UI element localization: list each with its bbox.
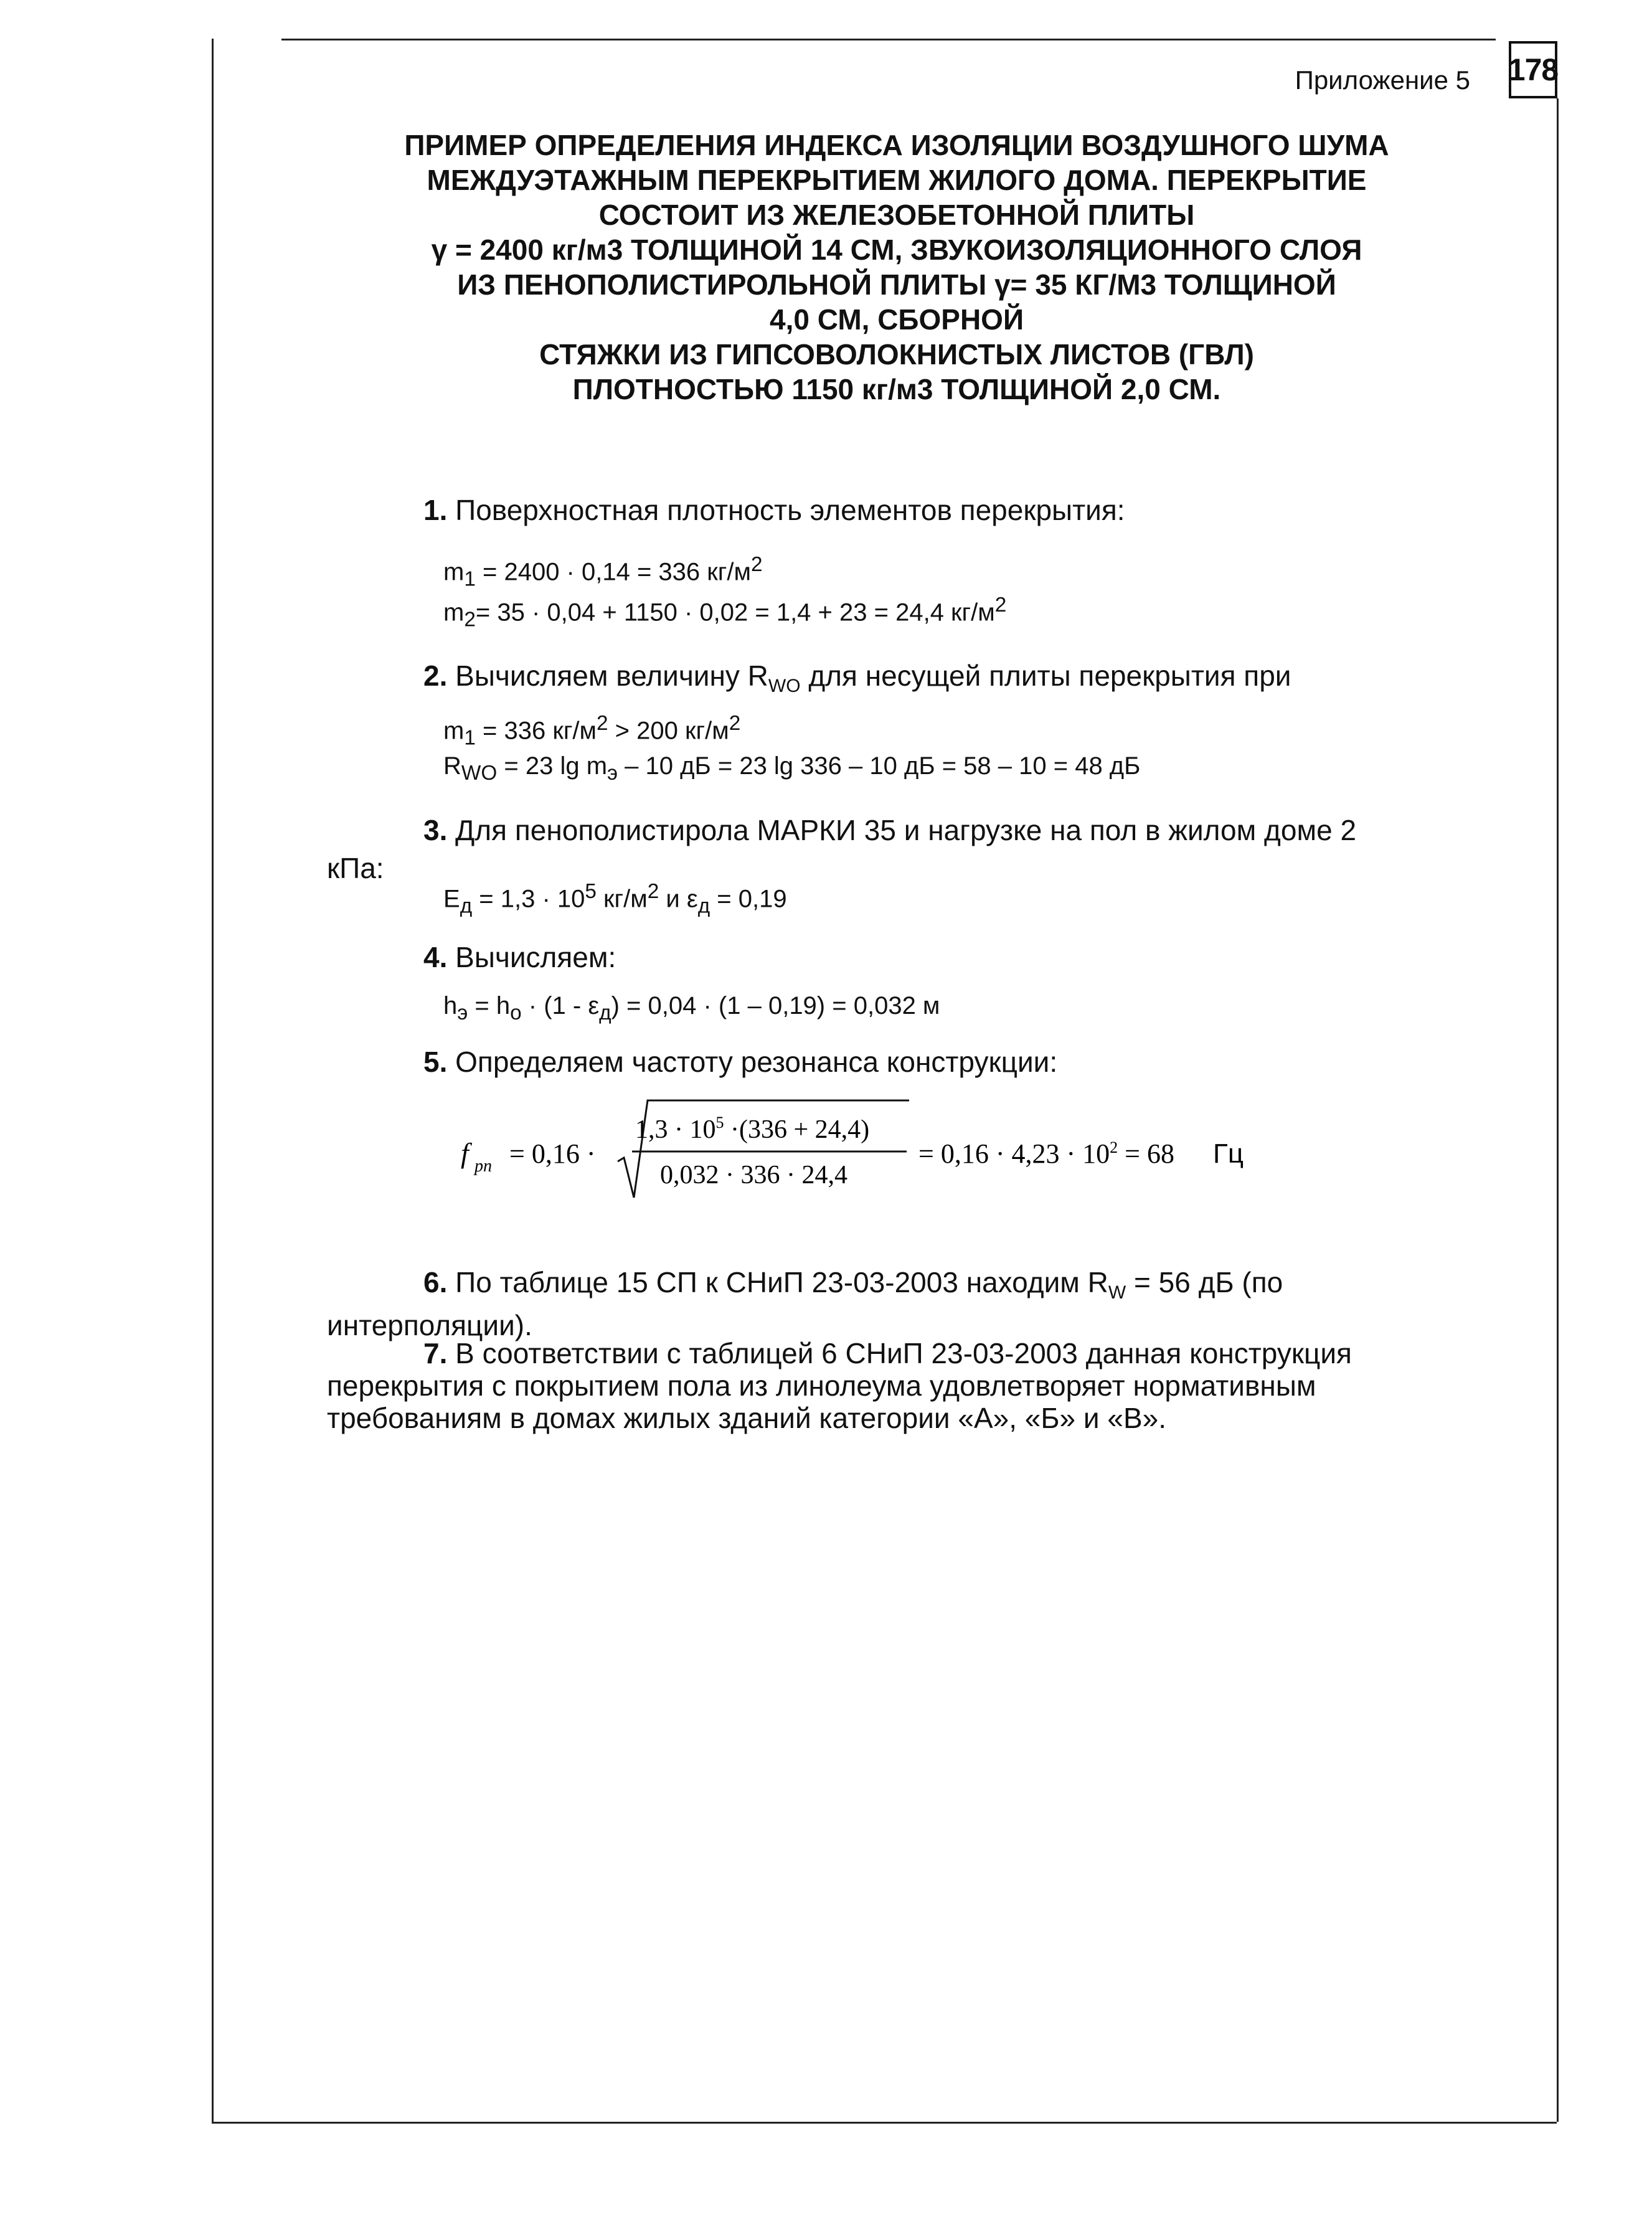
formula-sub: д (599, 1001, 611, 1024)
paragraph-text: = 56 дБ (по (1126, 1266, 1283, 1298)
step-number: 1. (423, 494, 448, 526)
formula-part: E (443, 885, 460, 913)
formula-part: = 2400 · 0,14 = 336 кг/м (475, 558, 751, 586)
resonance-formula (461, 1099, 1270, 1205)
formula-part: m (443, 717, 465, 745)
denominator: 0,032 · 336 · 24,4 (660, 1161, 847, 1189)
step-2 (423, 659, 1291, 697)
formula-sup: 2 (750, 553, 763, 576)
formula-part: и ε (659, 885, 698, 913)
frame-bottom-line (212, 2122, 1557, 2124)
formula-coef: = 0,16 · (509, 1138, 596, 1169)
paragraph-number: 6. (423, 1266, 448, 1298)
appendix-label: Приложение 5 (1295, 65, 1470, 95)
formula-sup: 2 (597, 712, 608, 735)
formula-part: R (443, 752, 461, 780)
step-number: 5. (423, 1046, 448, 1078)
formula-unit: Гц (1213, 1138, 1244, 1169)
numerator: $1,3 \cdot 10^5 \cdot(336 + 24,4)$ (635, 1114, 870, 1144)
paragraph-text: В соответствии с таблицей 6 СНиП 23-03-2003 данная конструкция (455, 1337, 1352, 1369)
formula-sub: 1 (464, 726, 476, 750)
frame-left-line (212, 39, 214, 2122)
formula-sup: 5 (585, 880, 597, 903)
step-3 (423, 813, 1356, 847)
step-3-continuation: кПа: (327, 852, 384, 884)
paragraph-line: интерполяции). (327, 1309, 532, 1342)
formula-sub: 1 (464, 567, 476, 591)
formula-sub: э (607, 762, 618, 785)
formula-part: кг/м (596, 885, 648, 913)
formula-part: > 200 кг/м (608, 717, 729, 745)
title-line: ИЗ ПЕНОПОЛИСТИРОЛЬНОЙ ПЛИТЫ γ= 35 КГ/М3 ТОЛЩИНОЙ (457, 268, 1336, 301)
formula-sub: WO (461, 762, 498, 785)
formula-f-sub: рп (474, 1156, 492, 1176)
document-title (336, 128, 1457, 407)
formula-sup: 2 (647, 880, 659, 903)
page-number: 178 (1509, 41, 1557, 98)
formula-sub: д (460, 894, 473, 918)
formula-sub: o (510, 1001, 522, 1024)
step-number: 2. (423, 660, 448, 692)
formula-rhs: = $0,16 \cdot 4,23 \cdot 10^2 = 68$ (918, 1138, 1174, 1169)
formula-part: · (1 - ε (521, 992, 600, 1019)
step-text: Для пенополистирола МАРКИ 35 и нагрузке на пол в жилом доме 2 (455, 814, 1357, 846)
formula-part: = h (468, 992, 511, 1019)
formula-rwo (443, 752, 1140, 785)
step-text: Определяем частоту резонанса конструкции: (455, 1046, 1058, 1078)
paragraph-text: По таблице 15 СП к СНиП 23-03-2003 находим R (455, 1266, 1108, 1298)
title-line: 4,0 СМ, СБОРНОЙ (769, 303, 1024, 336)
formula-sub: 2 (464, 608, 476, 631)
paragraph-7 (327, 1337, 1435, 1434)
title-line: МЕЖДУЭТАЖНЫМ ПЕРЕКРЫТИЕМ ЖИЛОГО ДОМА. ПЕРЕКРЫТИЕ (427, 164, 1367, 196)
paragraph-sub: W (1108, 1282, 1126, 1303)
paragraph-line (327, 1266, 1435, 1309)
formula-m1 (443, 553, 763, 591)
title-line: ПЛОТНОСТЬЮ 1150 кг/м3 ТОЛЩИНОЙ 2,0 СМ. (572, 373, 1221, 405)
formula-f: f (461, 1137, 469, 1169)
step-sub: WO (768, 676, 801, 697)
formula-sup: 2 (994, 593, 1007, 617)
step-text: Вычисляем величину R (455, 660, 768, 692)
formula-part: m (443, 598, 465, 627)
frame-top-line (281, 39, 1496, 40)
step-text: для несущей плиты перекрытия при (800, 660, 1291, 692)
paragraph-number: 7. (423, 1337, 448, 1369)
title-line: ПРИМЕР ОПРЕДЕЛЕНИЯ ИНДЕКСА ИЗОЛЯЦИИ ВОЗДУШНОГО ШУМА (404, 129, 1389, 161)
formula-part: ) = 0,04 · (1 – 0,19) = 0,032 м (611, 992, 940, 1019)
formula-sub: э (457, 1001, 468, 1024)
formula-sub: д (697, 894, 710, 918)
formula-part: h (443, 992, 458, 1019)
formula-part: = 336 кг/м (475, 717, 597, 745)
formula-ed (443, 880, 787, 918)
step-text: Поверхностная плотность элементов перекрытия: (455, 494, 1125, 526)
step-1 (423, 493, 1125, 527)
formula-part: = 23 lg m (497, 752, 608, 780)
step-number: 4. (423, 941, 448, 973)
step-5 (423, 1045, 1057, 1079)
formula-part: – 10 дБ = 23 lg 336 – 10 дБ = 58 – 10 = 48 дБ (618, 752, 1141, 780)
formula-part: m (443, 558, 465, 586)
paragraph-6 (327, 1266, 1435, 1341)
title-line: СТЯЖКИ ИЗ ГИПСОВОЛОКНИСТЫХ ЛИСТОВ (ГВЛ) (539, 338, 1254, 371)
step-4 (423, 940, 616, 974)
title-line: γ = 2400 кг/м3 ТОЛЩИНОЙ 14 СМ, ЗВУКОИЗОЛЯЦИОННОГО СЛОЯ (431, 234, 1362, 266)
formula-part: = 0,19 (710, 885, 787, 913)
paragraph-line: перекрытия с покрытием пола из линолеума удовлетворяет нормативным (327, 1369, 1316, 1402)
step-text: Вычисляем: (455, 941, 616, 973)
title-line: СОСТОИТ ИЗ ЖЕЛЕЗОБЕТОННОЙ ПЛИТЫ (598, 199, 1195, 231)
step-number: 3. (423, 814, 448, 846)
paragraph-line (327, 1337, 1435, 1369)
formula-m1-compare (443, 712, 740, 750)
formula-part: = 1,3 · 10 (472, 885, 585, 913)
formula-h (443, 992, 940, 1025)
formula-m2 (443, 593, 1006, 631)
paragraph-line: требованиям в домах жилых зданий категории «А», «Б» и «В». (327, 1402, 1167, 1434)
formula-part: = 35 · 0,04 + 1150 · 0,02 = 1,4 + 23 = 24,4 кг/м (475, 598, 995, 627)
formula-sup: 2 (729, 712, 741, 735)
frame-right-line (1557, 98, 1559, 2122)
